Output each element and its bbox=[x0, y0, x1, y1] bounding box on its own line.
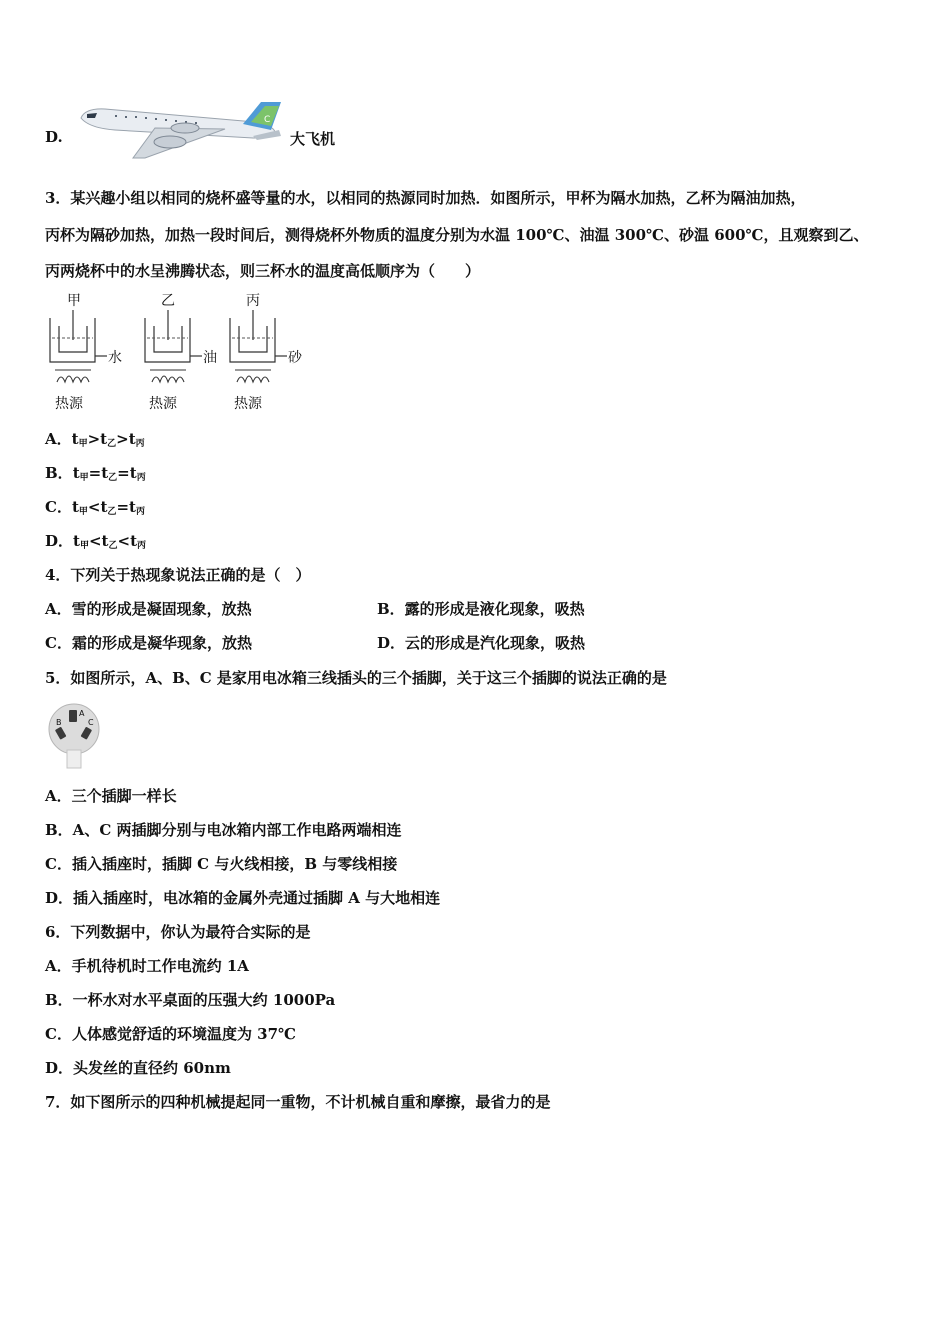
plug-label-c: C bbox=[88, 718, 94, 727]
q5-option-b: B．A、C 两插脚分别与电冰箱内部工作电路两端相连 bbox=[45, 821, 402, 839]
label-water: 水 bbox=[108, 350, 122, 366]
q3-figure bbox=[45, 290, 305, 414]
plug-label-a: A bbox=[79, 709, 85, 718]
q4-option-b: B．露的形成是液化现象，吸热 bbox=[377, 600, 585, 618]
q6-option-d: D．头发丝的直径约 60nm bbox=[45, 1059, 231, 1077]
plug-label-b: B bbox=[56, 718, 62, 727]
q3-option-b: B．$t_甲=t_乙=t_丙$ bbox=[45, 464, 146, 483]
label-heat-source-2: 热源 bbox=[149, 396, 177, 412]
q3-stem-line-1: 3．某兴趣小组以相同的烧杯盛等量的水，以相同的热源同时加热．如图所示，甲杯为隔水加热，乙杯为隔油加热， bbox=[45, 189, 806, 207]
q4-option-d: D．云的形成是汽化现象，吸热 bbox=[377, 634, 586, 652]
label-heat-source-3: 热源 bbox=[234, 396, 262, 412]
q4-stem: 4．下列关于热现象说法正确的是（ ） bbox=[45, 566, 311, 584]
q4-option-c: C．霜的形成是凝华现象，放热 bbox=[45, 634, 252, 652]
q5-option-a: A．三个插脚一样长 bbox=[45, 787, 177, 805]
q4-option-a: A．雪的形成是凝固现象，放热 bbox=[45, 600, 252, 618]
label-bing: 丙 bbox=[246, 293, 260, 309]
q5-option-d: D．插入插座时，电冰箱的金属外壳通过插脚 A 与大地相连 bbox=[45, 889, 441, 907]
q6-option-c: C．人体感觉舒适的环境温度为 37℃ bbox=[45, 1025, 297, 1043]
label-heat-source-1: 热源 bbox=[55, 396, 83, 412]
airplane-image bbox=[75, 100, 287, 164]
q3-option-d: D．$t_甲<t_乙<t_丙$ bbox=[45, 532, 147, 551]
label-sand: 砂 bbox=[288, 350, 302, 366]
svg-text:C: C bbox=[264, 115, 271, 125]
q3-option-c: C．$t_甲<t_乙=t_丙$ bbox=[45, 498, 145, 517]
label-jia: 甲 bbox=[67, 293, 81, 309]
q2-option-d-text: 大飞机 bbox=[290, 130, 336, 148]
q7-stem: 7．如下图所示的四种机械提起同一重物，不计机械自重和摩擦，最省力的是 bbox=[45, 1093, 551, 1111]
label-oil: 油 bbox=[203, 350, 217, 366]
label-yi: 乙 bbox=[161, 293, 175, 309]
q3-option-a: A．$t_甲>t_乙>t_丙$ bbox=[45, 430, 145, 449]
q3-stem-line-2: 丙杯为隔砂加热，加热一段时间后，测得烧杯外物质的温度分别为水温 100℃、油温 300℃、砂温 600℃，且观察到乙、 bbox=[45, 226, 869, 244]
q6-stem: 6．下列数据中，你认为最符合实际的是 bbox=[45, 923, 311, 941]
q6-option-b: B．一杯水对水平桌面的压强大约 1000Pa bbox=[45, 991, 336, 1009]
q2-option-d-label: D. bbox=[45, 128, 63, 146]
plug-image bbox=[47, 702, 103, 772]
q5-stem: 5．如图所示，A、B、C 是家用电冰箱三线插头的三个插脚，关于这三个插脚的说法正确的是 bbox=[45, 669, 667, 687]
q5-option-c: C．插入插座时，插脚 C 与火线相接，B 与零线相接 bbox=[45, 855, 398, 873]
plug-drawing bbox=[47, 702, 103, 772]
q3-stem-line-3: 丙两烧杯中的水呈沸腾状态，则三杯水的温度高低顺序为（ ） bbox=[45, 262, 481, 280]
q6-option-a: A．手机待机时工作电流约 1A bbox=[45, 957, 249, 975]
